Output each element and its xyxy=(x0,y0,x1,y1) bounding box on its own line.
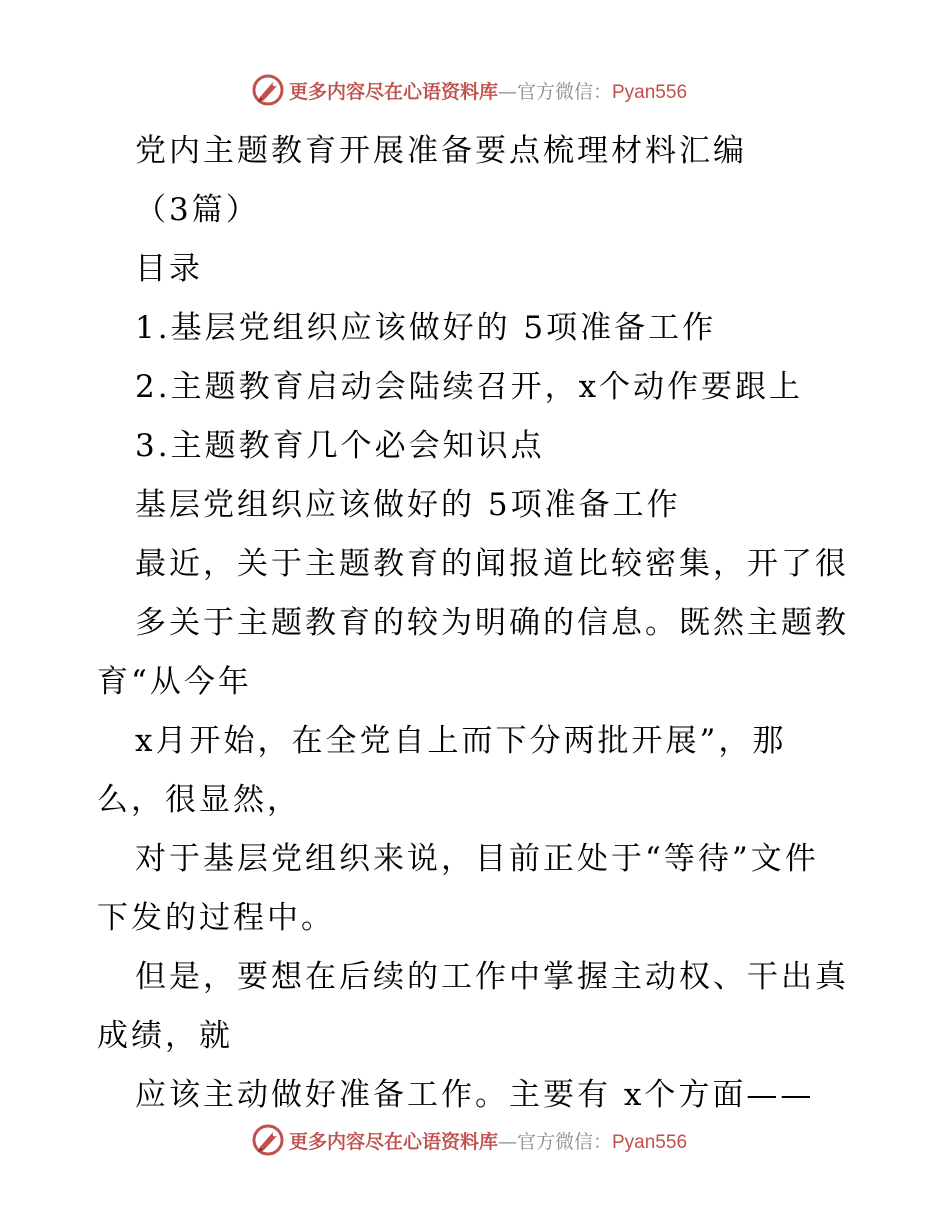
paragraph-line: 育“从今年 xyxy=(97,664,252,700)
watermark-separator: —官方微信： xyxy=(497,80,612,103)
paragraph-line: 么，很显然， xyxy=(97,782,301,818)
paragraph-line: 最近，关于主题教育的闻报道比较密集，开了很 xyxy=(135,546,849,582)
paragraph-line: 成绩，就 xyxy=(97,1018,233,1054)
paragraph-line: 但是，要想在后续的工作中掌握主动权、干出真 xyxy=(135,959,849,995)
pen-circle-logo-icon xyxy=(251,73,285,107)
watermark-header xyxy=(0,70,950,110)
pen-circle-logo-icon xyxy=(251,1123,285,1157)
paragraph-line: 对于基层党组织来说，目前正处于“等待”文件 xyxy=(135,841,819,877)
paragraph-line: 多关于主题教育的较为明确的信息。既然主题教 xyxy=(135,605,849,641)
watermark-main: 更多内容尽在心语资料库 xyxy=(288,1130,498,1153)
watermark-footer xyxy=(0,1120,950,1160)
watermark-main: 更多内容尽在心语资料库 xyxy=(288,80,498,103)
document-title: 党内主题教育开展准备要点梳理材料汇编 xyxy=(135,133,747,169)
watermark-text xyxy=(289,77,687,104)
watermark-wechat-id: Pyan556 xyxy=(612,81,688,103)
watermark-text xyxy=(289,1127,687,1154)
toc-item: 3.主题教育几个必会知识点 xyxy=(135,428,545,464)
watermark-footer-inner xyxy=(251,1123,687,1157)
document-subtitle: （3篇） xyxy=(135,192,260,228)
watermark-separator: —官方微信： xyxy=(497,1130,612,1153)
toc-item: 1.基层党组织应该做好的 5项准备工作 xyxy=(135,310,717,346)
section-heading: 基层党组织应该做好的 5项准备工作 xyxy=(135,487,681,523)
toc-item: 2.主题教育启动会陆续召开，x个动作要跟上 xyxy=(135,369,804,405)
watermark-wechat-id: Pyan556 xyxy=(612,1131,688,1153)
paragraph-line: 应该主动做好准备工作。主要有 x个方面—— xyxy=(135,1077,815,1113)
watermark-header-inner xyxy=(251,73,687,107)
paragraph-line: x月开始，在全党自上而下分两批开展”，那 xyxy=(135,723,787,759)
document-body xyxy=(97,122,857,1125)
paragraph-line: 下发的过程中。 xyxy=(97,900,335,936)
toc-heading: 目录 xyxy=(135,251,203,287)
